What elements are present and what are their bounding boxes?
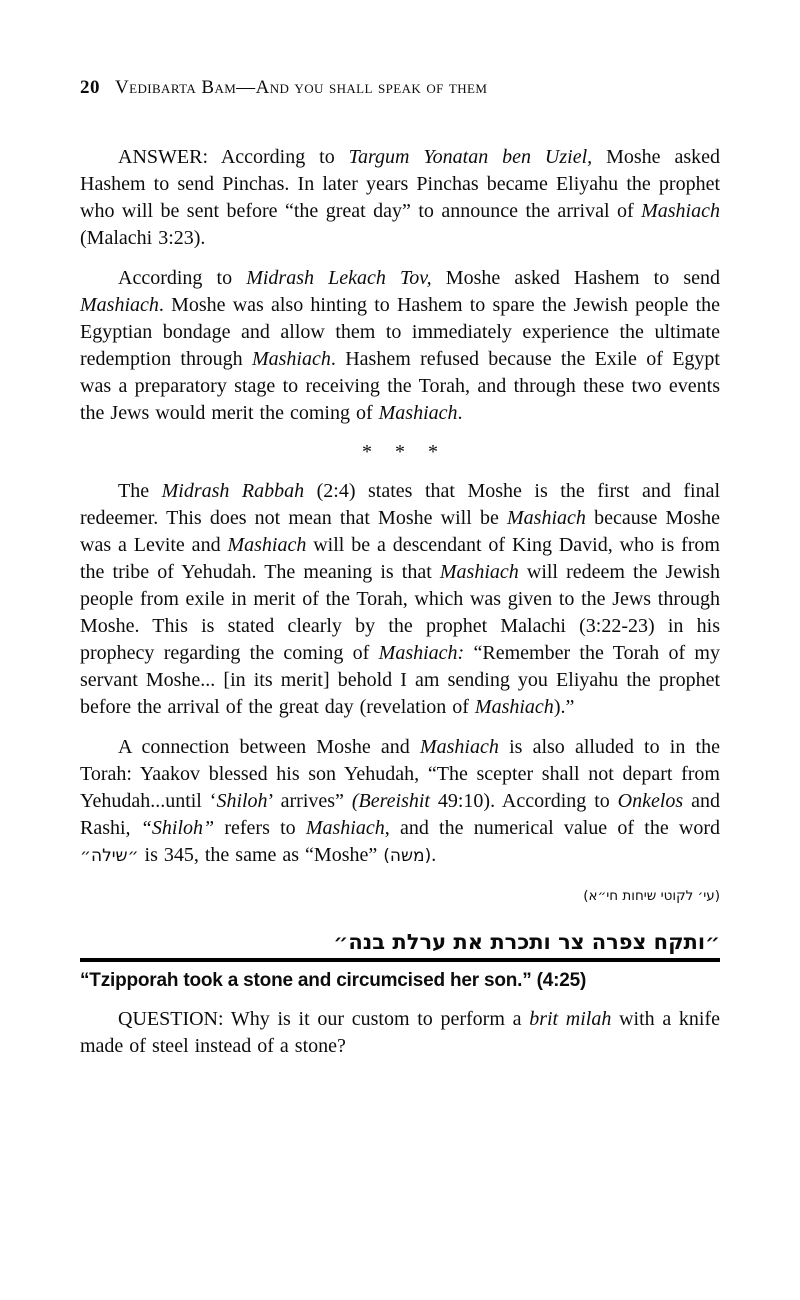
running-title: Vedibarta Bam—And you shall speak of them [115, 77, 488, 98]
answer-paragraph-1: ANSWER: According to Targum Yonatan ben Uziel, Moshe asked Hashem to send Pinchas. In later years Pinchas became Eliyahu the prophet who will be sent before “the great day” to announce the arrival of Mashiach (Malachi 3:23). [80, 146, 720, 249]
section-heading [80, 929, 720, 993]
commentary-paragraph-1: The Midrash Rabbah (2:4) states that Moshe is the first and final redeemer. This does not mean that Moshe will be Mashiach because Moshe was a Levite and Mashiach will be a descendant of King David, who is from the tribe of Yehudah. The meaning is that Mashiach will redeem the Jewish people from exile in merit of the Torah, which was given to the Jews through Moshe. This is stated clearly by the prophet Malachi (3:22-23) in his prophecy regarding the coming of Mashiach: “Remember the Torah of my servant Moshe... [in its merit] behold I am sending you Eliyahu the prophet before the arrival of the great day (revelation of Mashiach).” [80, 480, 721, 718]
section-heading-hebrew: ״ותקח צפרה צר ותכרת את ערלת בנה״ [333, 930, 720, 954]
running-head [80, 76, 720, 100]
answer-paragraph-2: According to Midrash Lekach Tov, Moshe asked Hashem to send Mashiach. Moshe was also hinting to Hashem to spare the Jewish people the Egyptian bondage and allow them to immediately experience the ultimate redemption through Mashiach. Hashem refused because the Exile of Egypt was a preparatory stage to receiving the Torah, and through these two events the Jews would merit the coming of Mashiach. [80, 267, 720, 424]
question-paragraph: QUESTION: Why is it our custom to perform a brit milah with a knife made of steel instead of a stone? [80, 1008, 721, 1057]
section-heading-english: “Tzipporah took a stone and circumcised her son.” (4:25) [80, 970, 587, 991]
heading-rule [80, 958, 720, 962]
commentary-paragraph-2: A connection between Moshe and Mashiach is also alluded to in the Torah: Yaakov blessed his son Yehudah, “The scepter shall not depart from Yehudah...until ‘Shiloh’ arrives” (Bereishit 49:10). According to Onkelos and Rashi, “Shiloh” refers to Mashiach, and the numerical value of the word ״שילה״ is 345, the same as “Moshe” (משה). [80, 736, 721, 866]
page-number: 20 [80, 77, 100, 98]
source-citation: (עי׳ לקוטי שיחות חי״א) [583, 888, 720, 904]
asterisk-separator: * * * [362, 441, 438, 463]
